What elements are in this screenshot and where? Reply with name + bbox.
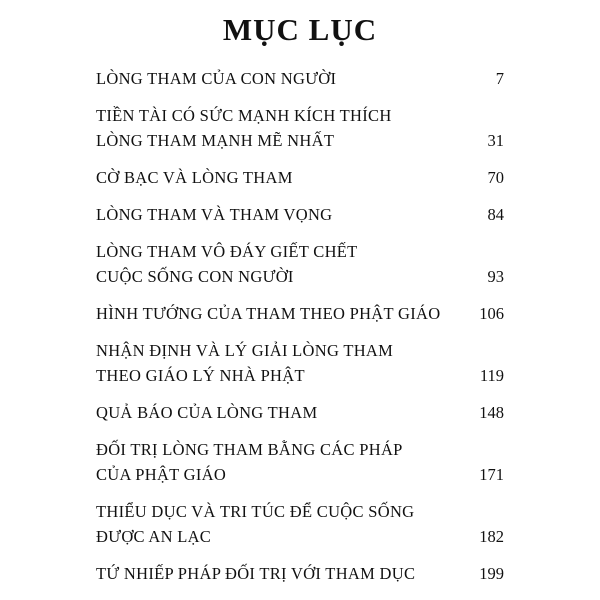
toc-entry-title-continued: ĐƯỢC AN LẠC — [96, 527, 212, 546]
toc-entry — [96, 66, 504, 92]
toc-entry-title: NHẬN ĐỊNH VÀ LÝ GIẢI LÒNG THAM — [96, 341, 394, 360]
toc-entry-title: QUẢ BÁO CỦA LÒNG THAM — [96, 403, 318, 422]
toc-entry-title: LÒNG THAM VÔ ĐÁY GIẾT CHẾT — [96, 242, 358, 261]
toc-entry-title: THIỂU DỤC VÀ TRI TÚC ĐỂ CUỘC SỐNG — [96, 502, 415, 521]
toc-entry-title: LÒNG THAM VÀ THAM VỌNG — [96, 205, 333, 224]
toc-entry-title-continued: LÒNG THAM MẠNH MẼ NHẤT — [96, 131, 335, 150]
toc-entry — [96, 400, 504, 426]
toc-entry-title: LÒNG THAM CỦA CON NGƯỜI — [96, 69, 337, 88]
toc-page-number: 171 — [479, 465, 504, 484]
toc-entry — [96, 437, 504, 488]
toc-entry-title: HÌNH TƯỚNG CỦA THAM THEO PHẬT GIÁO — [96, 304, 441, 323]
toc-entry — [96, 239, 504, 290]
toc-list — [96, 66, 504, 598]
toc-entry-title-continued: CUỘC SỐNG CON NGƯỜI — [96, 267, 294, 286]
toc-entry — [96, 202, 504, 228]
toc-entry-title-continued: THEO GIÁO LÝ NHÀ PHẬT — [96, 366, 305, 385]
toc-entry — [96, 561, 504, 587]
toc-entry — [96, 338, 504, 389]
toc-entry-title-continued: CỦA PHẬT GIÁO — [96, 465, 227, 484]
toc-entry — [96, 301, 504, 327]
toc-page-number: 119 — [479, 366, 504, 385]
toc-entry-title: TIỀN TÀI CÓ SỨC MẠNH KÍCH THÍCH — [96, 106, 392, 125]
toc-page-number: 31 — [487, 131, 504, 150]
toc-entry — [96, 103, 504, 154]
toc-page-number: 93 — [487, 267, 504, 286]
toc-entry — [96, 165, 504, 191]
toc-page-number: 70 — [487, 168, 504, 187]
toc-page-number: 148 — [479, 403, 504, 422]
toc-page-number: 84 — [487, 205, 504, 224]
toc-page-number: 199 — [479, 564, 504, 583]
page-title: MỤC LỤC — [222, 12, 378, 47]
toc-page-number: 7 — [495, 69, 504, 88]
toc-entry — [96, 499, 504, 550]
toc-entry-title: TỨ NHIẾP PHÁP ĐỐI TRỊ VỚI THAM DỤC — [96, 564, 416, 583]
toc-page-number: 182 — [479, 527, 504, 546]
toc-page-number: 106 — [479, 304, 504, 323]
toc-entry-title: ĐỐI TRỊ LÒNG THAM BẰNG CÁC PHÁP — [96, 440, 403, 459]
toc-entry-title: CỜ BẠC VÀ LÒNG THAM — [96, 168, 293, 187]
